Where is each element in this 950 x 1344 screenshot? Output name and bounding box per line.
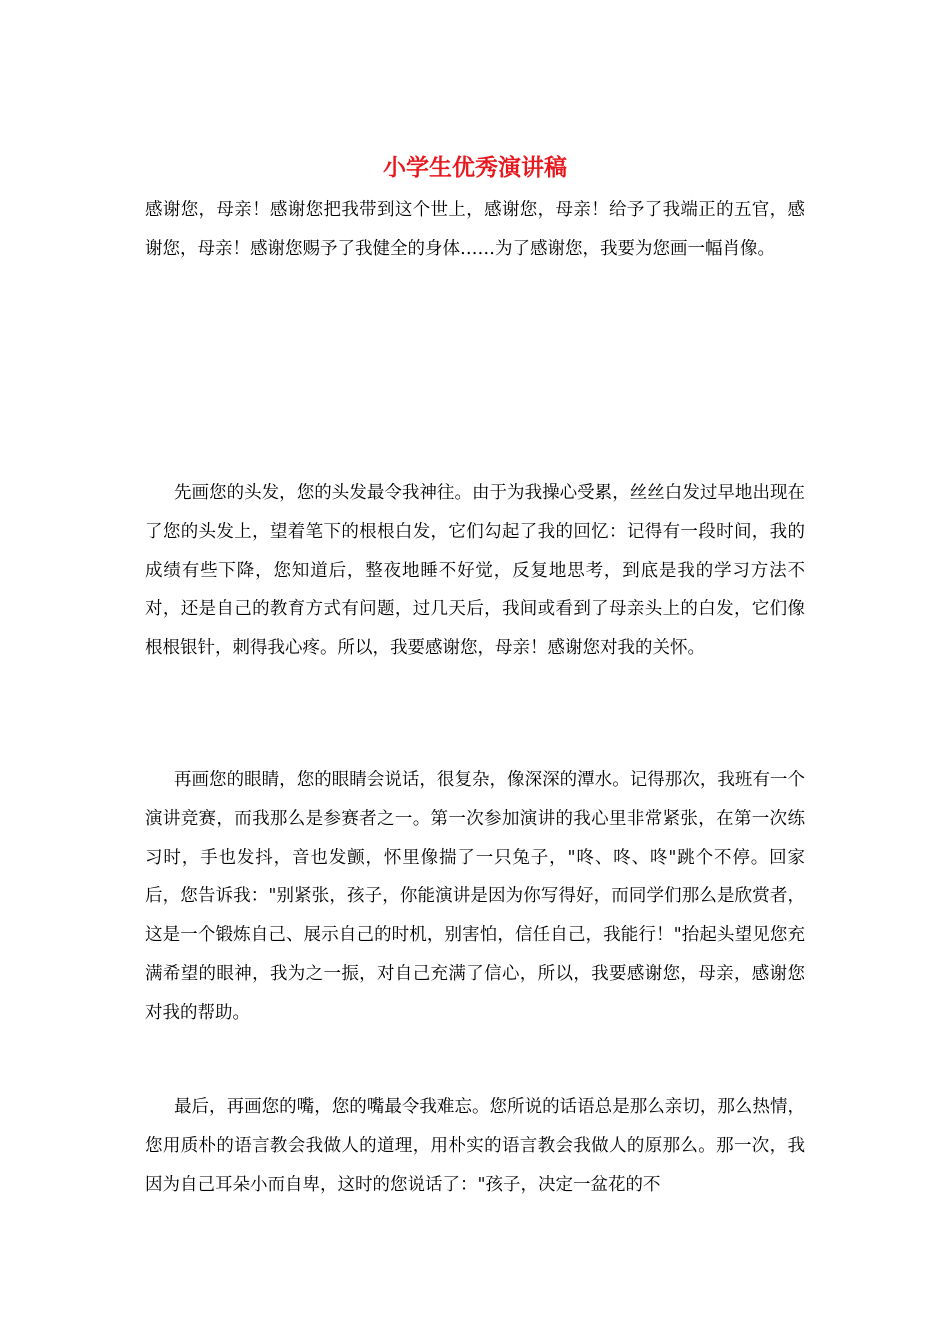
paragraph-intro: 感谢您，母亲！感谢您把我带到这个世上，感谢您，母亲！给予了我端正的五官，感谢您，母亲！感谢您赐予了我健全的身体……为了感谢您，我要为您画一幅肖像。 bbox=[145, 200, 805, 259]
paragraph-hair: 先画您的头发，您的头发最令我神往。由于为我操心受累，丝丝白发过早地出现在了您的头发上，望着笔下的根根白发，它们勾起了我的回忆：记得有一段时间，我的成绩有些下降，您知道后，整夜地睡不好觉，反复地思考，到底是我的学习方法不对，还是自己的教育方式有问题，过几天后，我间或看到了母亲头上的白发，它们像根根银针，刺得我心疼。所以，我要感谢您，母亲！感谢您对我的关怀。 bbox=[145, 483, 805, 659]
paragraph-eyes: 再画您的眼睛，您的眼睛会说话，很复杂，像深深的潭水。记得那次，我班有一个演讲竞赛，而我那么是参赛者之一。第一次参加演讲的我心里非常紧张，在第一次练习时，手也发抖，音也发颤，怀里像揣了一只兔子，"咚、咚、咚"跳个不停。回家后，您告诉我："别紧张，孩子，你能演讲是因为你写得好，而同学们那么是欣赏者，这是一个锻炼自己、展示自己的时机，别害怕，信任自己，我能行！"抬起头望见您充满希望的眼神，我为之一振，对自己充满了信心，所以，我要感谢您，母亲，感谢您对我的帮助。 bbox=[145, 770, 805, 1023]
document-title: 小学生优秀演讲稿 bbox=[383, 154, 567, 181]
paragraph-mouth: 最后，再画您的嘴，您的嘴最令我难忘。您所说的话语总是那么亲切，那么热情，您用质朴的语言教会我做人的道理，用朴实的语言教会我做人的原那么。那一次，我因为自己耳朵小而自卑，这时的您说话了："孩子，决定一盆花的不 bbox=[145, 1097, 805, 1195]
